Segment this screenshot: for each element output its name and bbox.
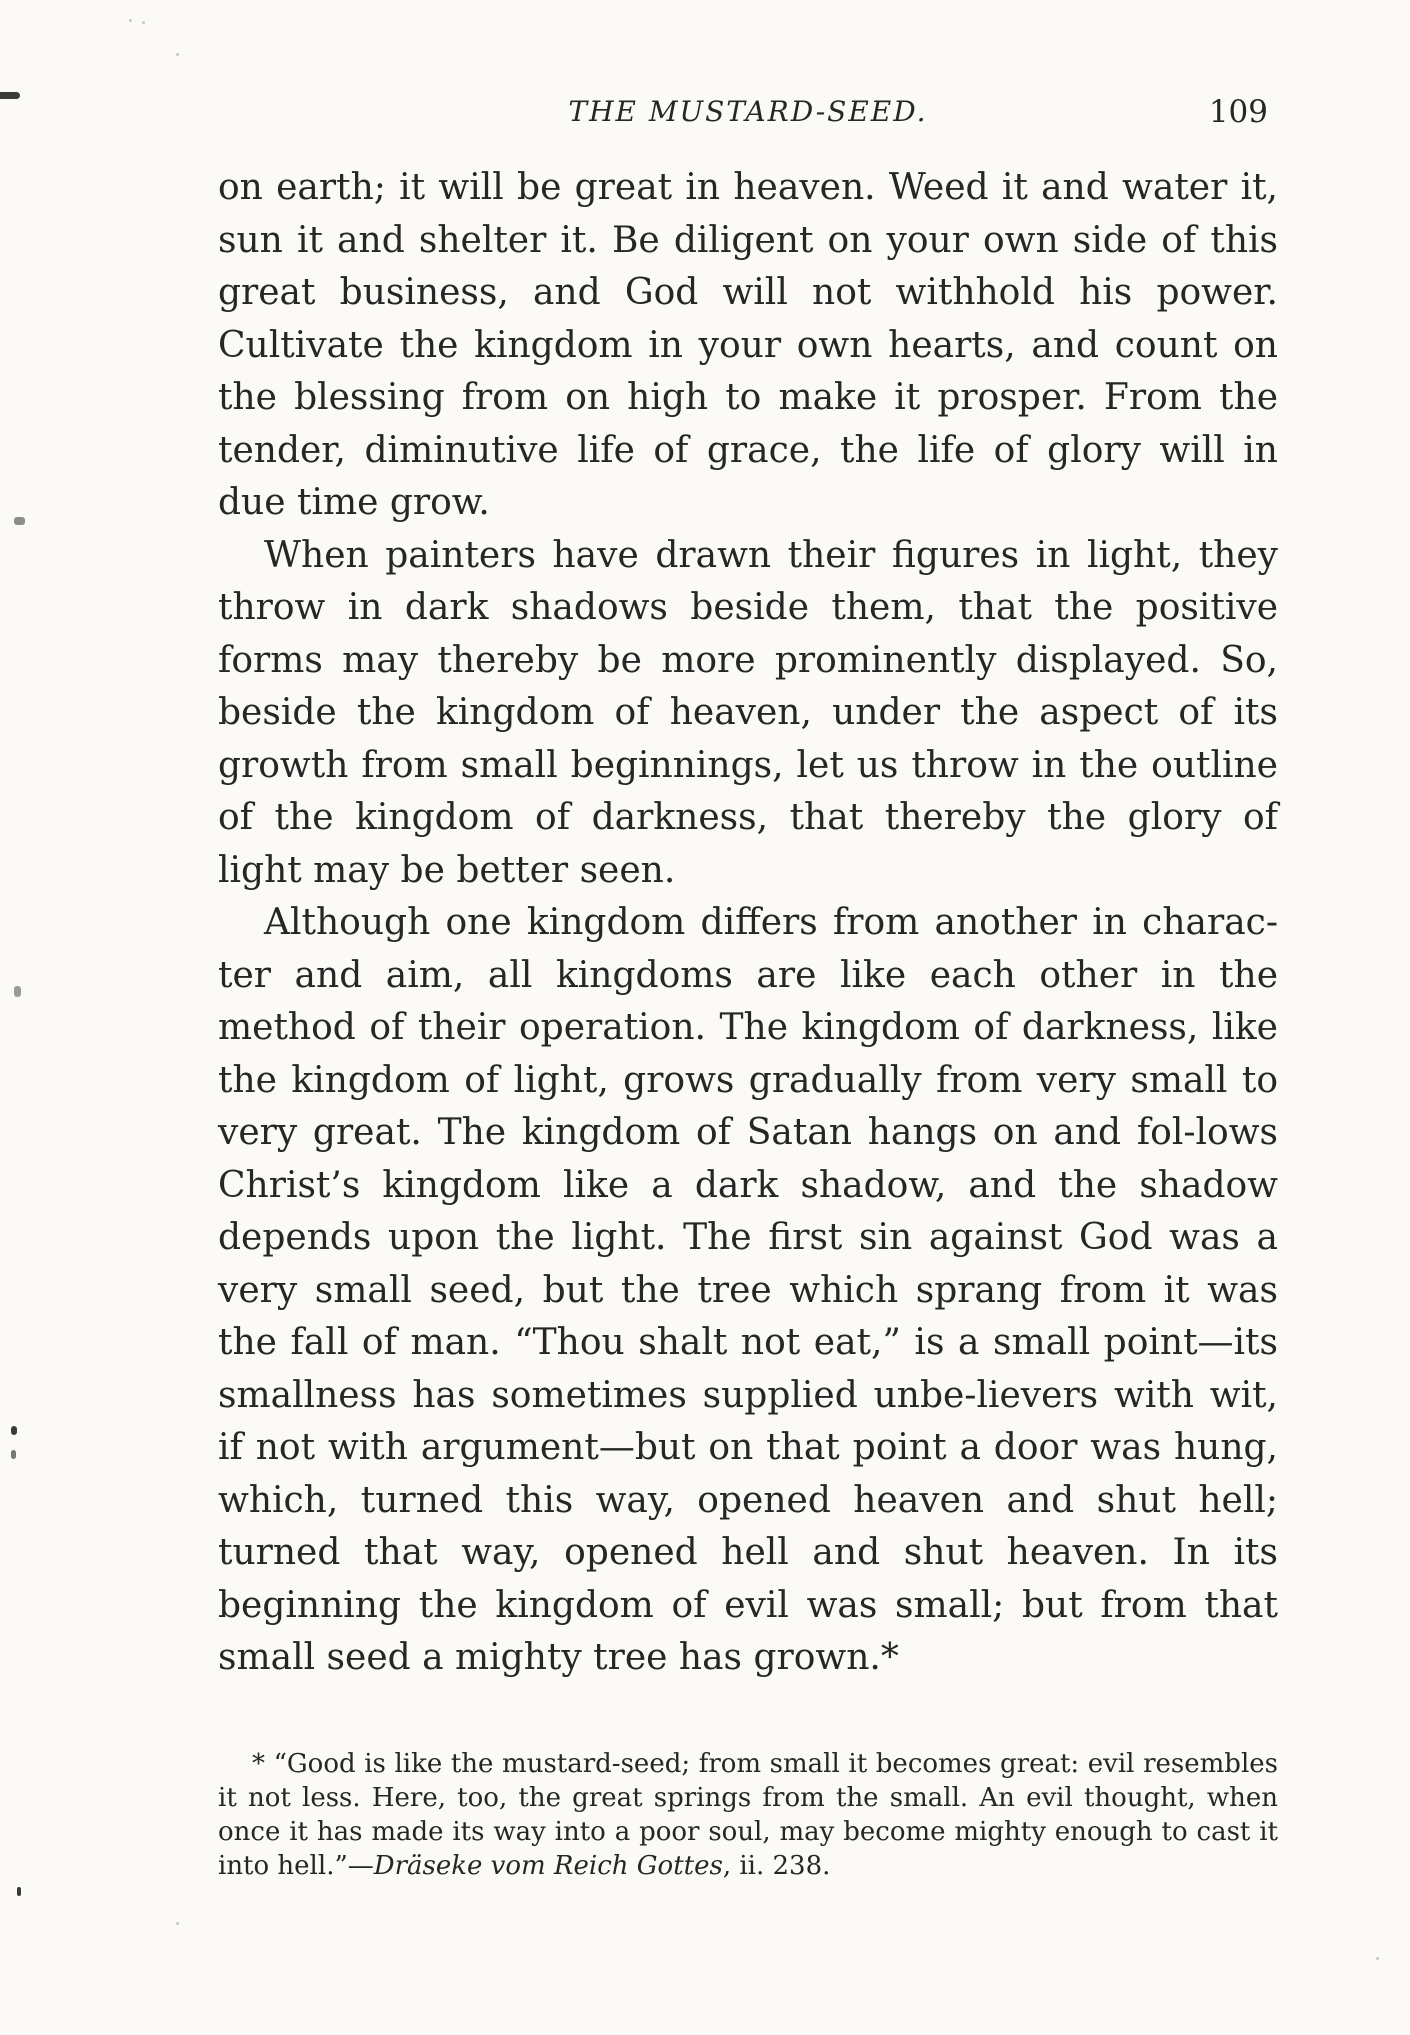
paragraph-painters: When painters have drawn their figures in light, they throw in dark shadows beside them, that the positive forms may thereby be more prominently displayed. So, beside the kingdom of heaven, under the aspect of its growth from small beginnings, let us throw in the outline of the kingdom of darkness, that thereby the glory of light may be better seen. bbox=[218, 534, 1278, 891]
margin-ink-mark bbox=[0, 92, 20, 99]
footnote-citation: Dräseke vom Reich Gottes bbox=[373, 1851, 723, 1881]
running-title: THE MUSTARD-SEED. bbox=[568, 95, 928, 128]
margin-ink-mark bbox=[14, 517, 25, 525]
page-number: 109 bbox=[1208, 94, 1268, 130]
margin-ink-mark bbox=[11, 1450, 16, 1459]
footnote-text: * “Good is like the mustard-seed; from small it becomes great: evil resembles it not less. Here, too, the great springs from the small. An evil thought, when once it has made its way into a poor soul, may become mighty enough to cast it into hell.”— bbox=[218, 1749, 1278, 1881]
paragraph-kingdoms: Although one kingdom differs from another in charac-ter and aim, all kingdoms are like each other in the method of their operation. The kingdom of darkness, like the kingdom of light, grows gradually from very small to very great. The kingdom of Satan hangs on and fol-lows Christ’s kingdom like a dark shadow, and the shadow depends upon the light. The first sin against God was a very small seed, but the tree which sprang from it was the fall of man. “Thou shalt not eat,” is a small point—its smallness has sometimes supplied unbe-lievers with wit, if not with argument—but on that point a door was hung, which, turned this way, opened heaven and shut hell; turned that way, opened hell and shut heaven. In its beginning the kingdom of evil was small; but from that small seed a mighty tree has grown.* bbox=[218, 902, 1278, 1678]
footnote-reference: , ii. 238. bbox=[722, 1851, 831, 1881]
scan-speck bbox=[1376, 1957, 1379, 1960]
scan-speck bbox=[129, 19, 132, 22]
footnote bbox=[218, 1747, 1278, 1883]
scan-speck bbox=[176, 1922, 179, 1925]
margin-ink-mark bbox=[17, 1887, 21, 1896]
margin-ink-mark bbox=[14, 986, 21, 997]
margin-ink-mark bbox=[11, 1426, 17, 1435]
scan-speck bbox=[176, 53, 179, 56]
paragraph-continuation: on earth; it will be great in heaven. Weed it and water it, sun it and shelter it. Be diligent on your own side of this great business, and God will not withhold his power. Cultivate the kingdom in your own hearts, and count on the blessing from on high to make it prosper. From the tender, diminutive life of grace, the life of glory will in due time grow. bbox=[218, 167, 1278, 523]
main-text bbox=[218, 162, 1278, 1685]
scan-speck bbox=[142, 21, 145, 24]
running-header bbox=[218, 92, 1278, 132]
